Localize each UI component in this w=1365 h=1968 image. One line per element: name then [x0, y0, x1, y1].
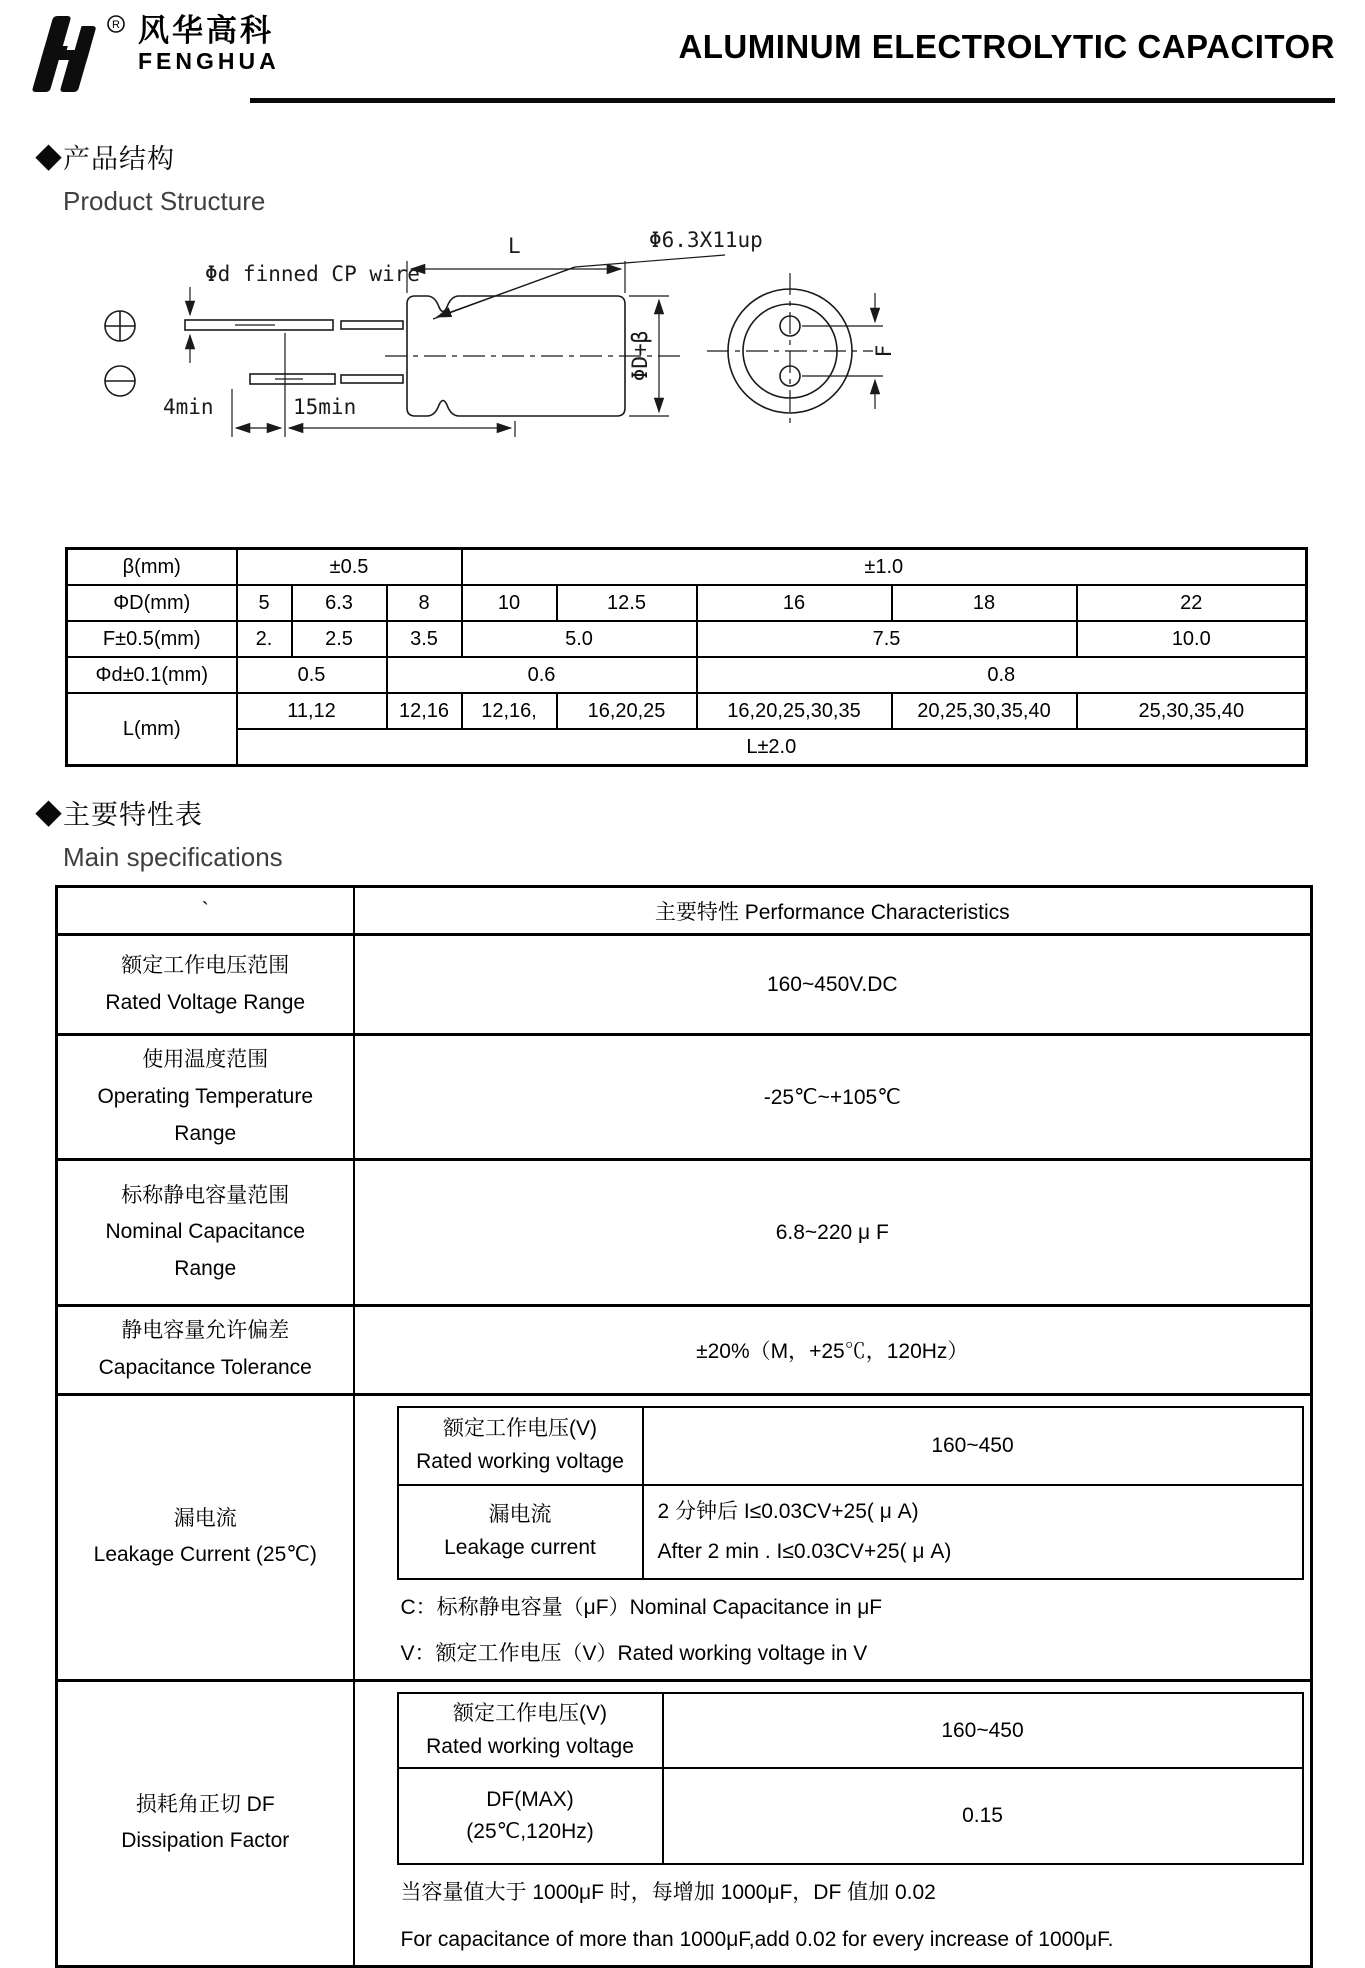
- dim-cell: ±0.5: [237, 549, 462, 586]
- dim-cell: 12,16: [387, 693, 462, 729]
- section-heading-cn: ◆主要特性表: [35, 800, 203, 830]
- dim-cell: 18: [892, 585, 1077, 621]
- dim-cell: 0.8: [697, 657, 1307, 693]
- dim-cell: 8: [387, 585, 462, 621]
- inner-label: 额定工作电压(V) Rated working voltage: [398, 1693, 663, 1768]
- inner-value: 2 分钟后 I≤0.03CV+25( μ A) After 2 min . I≤0.03CV+25( μ A): [643, 1485, 1303, 1579]
- dim-cell: 2.: [237, 621, 292, 657]
- section-heading-en: Product Structure: [63, 186, 266, 216]
- sleeve-leader-line: [433, 255, 725, 319]
- df-note-en: For capacitance of more than 1000μF,add 0.02 for every increase of 1000μF.: [400, 1927, 1114, 1951]
- lead-min-label: 4min: [163, 395, 214, 419]
- pitch-min-label: 15min: [293, 395, 357, 419]
- leakage-note-v: V：额定工作电压（V）Rated working voltage in V: [400, 1642, 868, 1666]
- dim-cell: 12,16,: [462, 693, 557, 729]
- spec-value: ±20%（M，+25℃，120Hz）: [354, 1306, 1312, 1395]
- dim-cell: 5.0: [462, 621, 697, 657]
- dim-cell: 25,30,35,40: [1077, 693, 1307, 729]
- section-heading-en: Main specifications: [63, 842, 283, 872]
- section-heading-cn: ◆产品结构: [35, 144, 175, 174]
- dim-row-length-tol: [67, 729, 1307, 766]
- dim-cell: 6.3: [292, 585, 387, 621]
- spec-value: -25℃~+105℃: [354, 1035, 1312, 1160]
- dim-cell: 3.5: [387, 621, 462, 657]
- hole-pitch-label: F: [872, 344, 896, 358]
- dim-cell: 2.5: [292, 621, 387, 657]
- section-main-specs: [35, 793, 1365, 873]
- spec-value: 160~450V.DC: [354, 935, 1312, 1035]
- capacitor-leads: [185, 320, 403, 384]
- spec-header-left: `: [57, 887, 354, 935]
- sleeve-label: Φ6.3X11up: [649, 228, 763, 252]
- spec-label: 额定工作电压范围 Rated Voltage Range: [57, 935, 354, 1035]
- fenghua-logo-icon: [30, 14, 126, 94]
- dim-cell: 20,25,30,35,40: [892, 693, 1077, 729]
- header-divider: [250, 98, 1335, 103]
- dim-cell: L±2.0: [237, 729, 1307, 766]
- spec-value: 6.8~220 μ F: [354, 1160, 1312, 1306]
- spec-row-temperature: [57, 1035, 1312, 1160]
- inner-value: 160~450: [643, 1407, 1303, 1485]
- spec-label: 静电容量允许偏差 Capacitance Tolerance: [57, 1306, 354, 1395]
- dim-row-d: [67, 657, 1307, 693]
- dim-cell: 16,20,25,30,35: [697, 693, 892, 729]
- dim-cell: 7.5: [697, 621, 1077, 657]
- spec-row-voltage: [57, 935, 1312, 1035]
- df-content: [354, 1681, 1312, 1967]
- main-specifications-table: [55, 885, 1313, 1968]
- dim-cell: 0.6: [387, 657, 697, 693]
- spec-header-row: [57, 887, 1312, 935]
- section-product-structure: [35, 137, 1365, 217]
- dim-label: ΦD(mm): [67, 585, 237, 621]
- dim-label: Φd±0.1(mm): [67, 657, 237, 693]
- inner-value: 0.15: [663, 1768, 1303, 1864]
- brand-name-en: FENGHUA: [138, 48, 280, 75]
- svg-text:R: R: [112, 19, 120, 31]
- spec-row-leakage: [57, 1394, 1312, 1680]
- spec-header-right: 主要特性 Performance Characteristics: [354, 887, 1312, 935]
- spec-label: 损耗角正切 DF Dissipation Factor: [57, 1681, 354, 1967]
- dim-row-diameter: [67, 585, 1307, 621]
- inner-label: DF(MAX) (25℃,120Hz): [398, 1768, 663, 1864]
- capacitor-drawing: [35, 221, 1335, 516]
- spec-label: 漏电流 Leakage Current (25℃): [57, 1394, 354, 1680]
- spec-row-capacitance: [57, 1160, 1312, 1306]
- fenghua-logo: [30, 14, 280, 94]
- dim-cell: 0.5: [237, 657, 387, 693]
- spec-label: 使用温度范围 Operating Temperature Range: [57, 1035, 354, 1160]
- spec-label: 标称静电容量范围 Nominal Capacitance Range: [57, 1160, 354, 1306]
- df-inner-table: [397, 1692, 1304, 1865]
- lead-wire-label: Φd finned CP wire: [205, 262, 420, 286]
- spec-row-tolerance: [57, 1306, 1312, 1395]
- dim-row-f: [67, 621, 1307, 657]
- dim-label: β(mm): [67, 549, 237, 586]
- inner-value: 160~450: [663, 1693, 1303, 1768]
- dim-cell: 12.5: [557, 585, 697, 621]
- negative-polarity-icon: [105, 366, 135, 396]
- diameter-label: ΦD+β: [628, 330, 652, 382]
- dim-row-beta: [67, 549, 1307, 586]
- brand-name-cn: 风华高科: [138, 13, 274, 48]
- dim-label: F±0.5(mm): [67, 621, 237, 657]
- spec-row-df: [57, 1681, 1312, 1967]
- dim-cell: 16,20,25: [557, 693, 697, 729]
- positive-polarity-icon: [105, 311, 135, 341]
- dim-cell: ±1.0: [462, 549, 1307, 586]
- leakage-content: [354, 1394, 1312, 1680]
- capacitor-end-view: [707, 273, 873, 429]
- dim-cell: 5: [237, 585, 292, 621]
- document-title: ALUMINUM ELECTROLYTIC CAPACITOR: [678, 28, 1335, 65]
- leakage-inner-table: [397, 1406, 1304, 1580]
- dim-label: L(mm): [67, 693, 237, 766]
- page-header: [0, 0, 1365, 94]
- dim-row-length: [67, 693, 1307, 729]
- dim-cell: 22: [1077, 585, 1307, 621]
- dim-cell: 10: [462, 585, 557, 621]
- leakage-note-c: C：标称静电容量（μF）Nominal Capacitance in μF: [400, 1595, 883, 1619]
- inner-label: 漏电流 Leakage current: [398, 1485, 643, 1579]
- dimensions-table: [65, 547, 1308, 767]
- dim-cell: 11,12: [237, 693, 387, 729]
- dim-cell: 16: [697, 585, 892, 621]
- length-label: L: [508, 234, 521, 258]
- inner-label: 额定工作电压(V) Rated working voltage: [398, 1407, 643, 1485]
- dim-cell: 10.0: [1077, 621, 1307, 657]
- df-note-cn: 当容量值大于 1000μF 时，每增加 1000μF，DF 值加 0.02: [400, 1881, 936, 1905]
